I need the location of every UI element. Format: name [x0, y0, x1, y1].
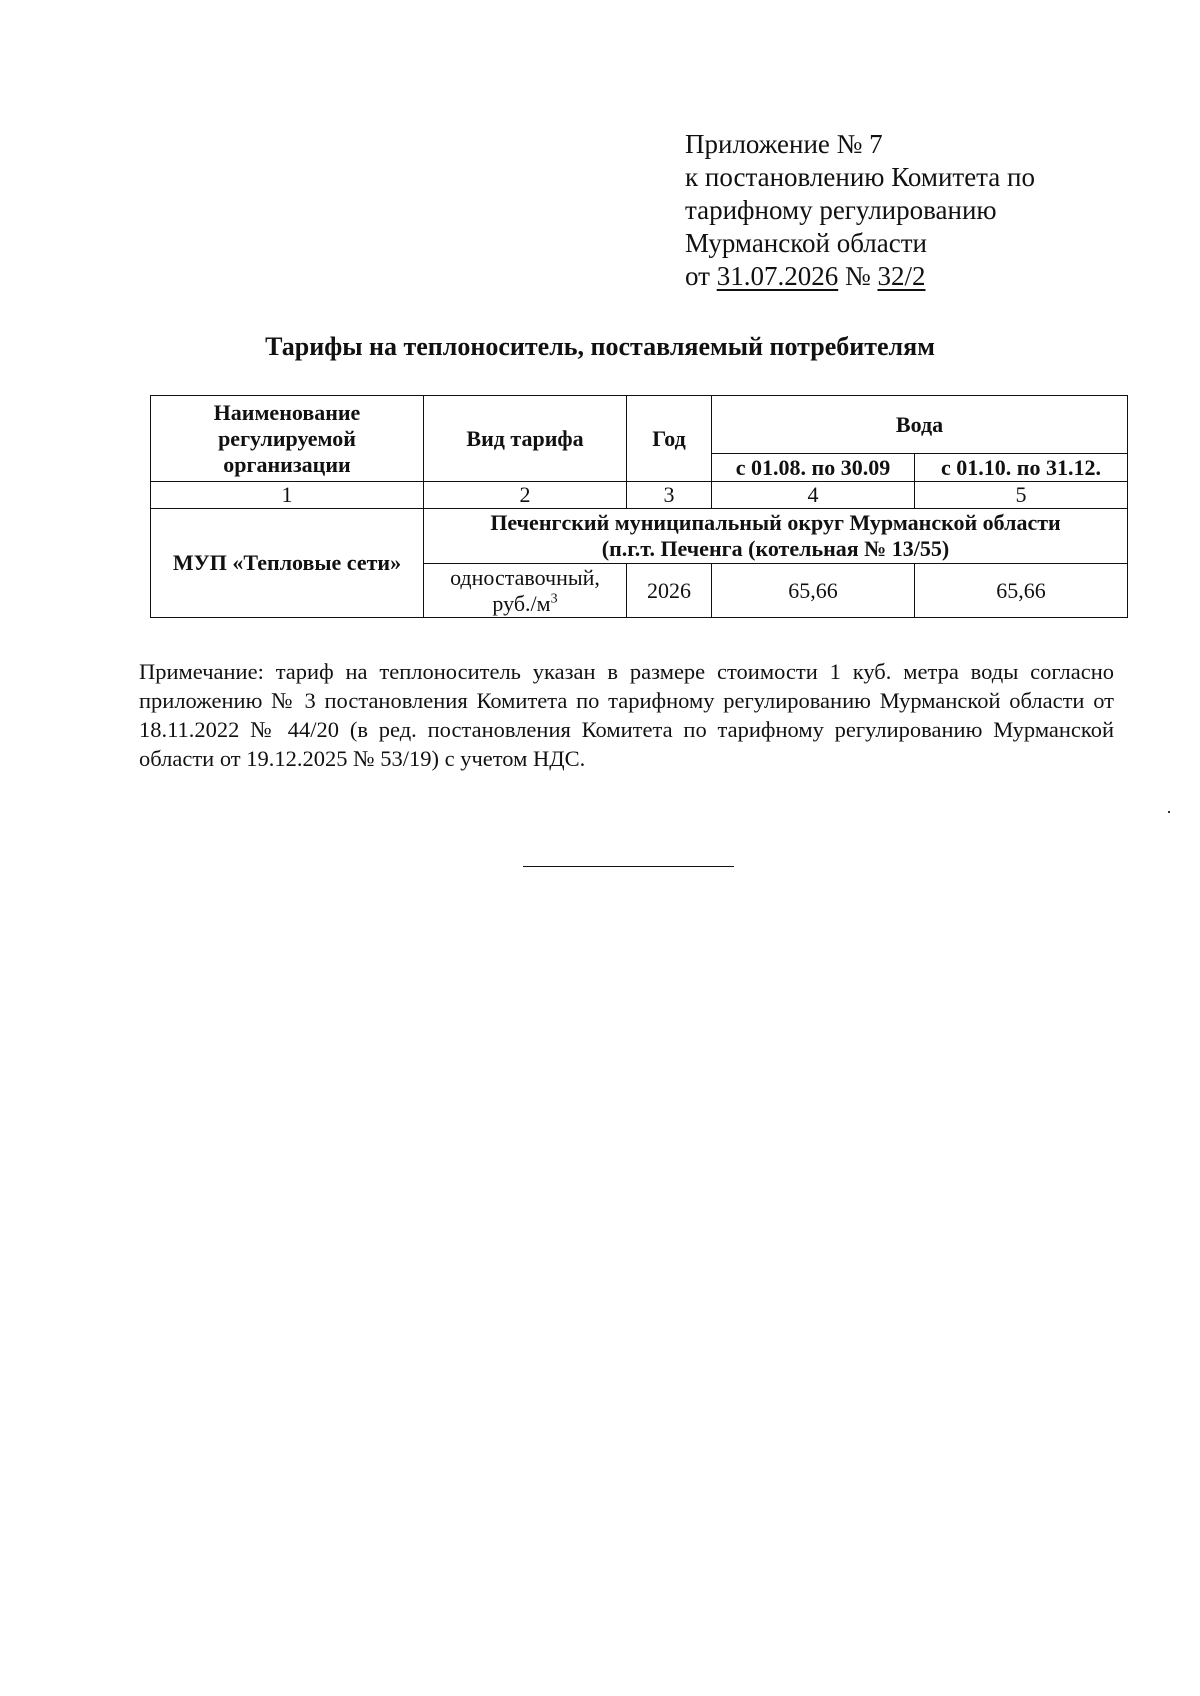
tariff-type-line-1: одноставочный,: [450, 564, 600, 590]
district-line-1: Печенгский муниципальный округ Мурманской области: [490, 510, 1061, 535]
appendix-resolution-ref: к постановлению Комитета по: [685, 162, 1035, 192]
district-row: [151, 509, 1128, 564]
header-tariff-type: Вид тарифа: [424, 396, 627, 482]
header-period2: с 01.10. по 31.12.: [915, 454, 1128, 482]
appendix-header: [685, 128, 1035, 293]
year-cell: 2026: [627, 564, 712, 618]
appendix-region: Мурманской области: [685, 228, 927, 258]
footnote: Примечание: тариф на теплоноситель указан в размере стоимости 1 куб. метра воды согласно приложению № 3 постановления Комитета по тарифному регулированию Мурманской области от 18.11.2022 № 44/20 (в ред. постановления Комитета по тарифному регулированию Мурманской области от 19.12.2025 № 53/19) с учетом НДС.: [139, 659, 1114, 771]
header-year: Год: [627, 396, 712, 482]
column-number-row: [151, 482, 1128, 509]
number-prefix: №: [838, 261, 878, 291]
column-number: 1: [151, 482, 424, 509]
period1-value: 65,66: [712, 564, 915, 618]
district-line-2: (п.г.т. Печенга (котельная № 13/55): [601, 536, 950, 561]
column-number: 2: [424, 482, 627, 509]
tariff-table: [150, 395, 1128, 618]
header-water: Вода: [712, 396, 1128, 454]
resolution-date: 31.07.2026: [716, 261, 839, 291]
end-divider: [523, 866, 734, 867]
column-number: 5: [915, 482, 1128, 509]
tariff-unit: руб./м: [492, 590, 551, 616]
document-title: Тарифы на теплоноситель, поставляемый потребителям: [265, 332, 935, 361]
period2-value: 65,66: [915, 564, 1128, 618]
column-number: 4: [712, 482, 915, 509]
header-period1: с 01.08. по 30.09: [712, 454, 915, 482]
appendix-number: Приложение № 7: [685, 129, 883, 159]
unit-superscript: 3: [550, 591, 558, 607]
date-prefix: от: [685, 261, 717, 291]
tariff-type-line-2: [428, 591, 622, 617]
appendix-date-line: [685, 260, 1035, 293]
scan-speck: [1168, 811, 1170, 813]
header-org: Наименование регулируемой организации: [151, 396, 424, 482]
org-name: МУП «Тепловые сети»: [151, 509, 424, 618]
header-row: [151, 396, 1128, 454]
column-number: 3: [627, 482, 712, 509]
district-name: [424, 509, 1128, 564]
resolution-number: 32/2: [877, 261, 926, 291]
appendix-committee: тарифному регулированию: [685, 195, 997, 225]
tariff-type-cell: [424, 564, 627, 618]
